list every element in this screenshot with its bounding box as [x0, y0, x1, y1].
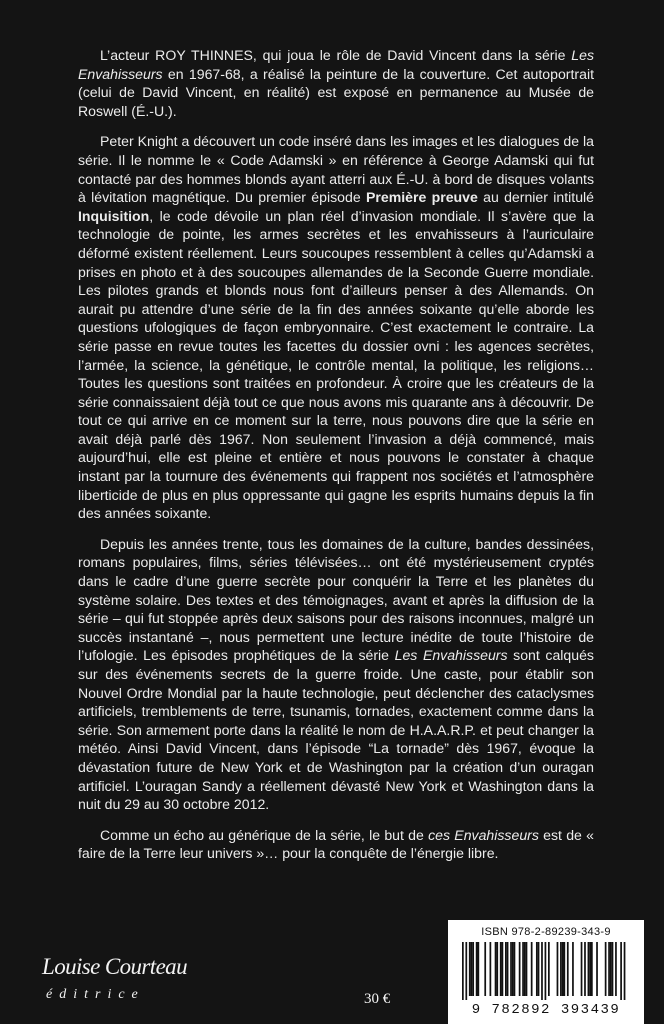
barcode-bar	[615, 942, 617, 996]
barcode-bar	[471, 942, 473, 996]
barcode-bar	[588, 942, 590, 996]
barcode-bar	[584, 942, 586, 996]
barcode-bar	[495, 942, 497, 996]
barcode-bar	[572, 942, 574, 996]
barcode-bar	[522, 942, 524, 996]
paragraph-2-segment: Première preuve	[365, 189, 478, 206]
barcode-bar	[545, 942, 547, 1000]
barcode-bar	[557, 942, 559, 996]
barcode-digits-left: 782892	[491, 1002, 551, 1018]
barcode-bar	[514, 942, 516, 996]
barcode-bar	[469, 942, 471, 996]
paragraph-4	[78, 826, 594, 863]
barcode-bar	[465, 942, 467, 1000]
paragraph-4-segment: est de « faire de la Terre leur univers »… pour la conquête de l’énergie libre.	[78, 826, 594, 862]
barcode-bar	[512, 942, 514, 996]
paragraph-1-segment: en 1967-68, a réalisé la peinture de la couverture. Cet autoportrait (celui de David Vincent, en réalité) est exposé en permanence au Musée de Roswell (É.-U.).	[78, 65, 594, 119]
barcode-bar	[496, 942, 498, 996]
isbn-label: ISBN 978-2-89239-343-9	[481, 926, 611, 938]
price-label: 30 €	[364, 991, 391, 1007]
barcode-bar	[610, 942, 612, 996]
barcode-bar	[531, 942, 533, 996]
publisher-subtitle: éditrice	[46, 987, 145, 1002]
barcode-bar	[589, 942, 591, 996]
publisher-name: Louise Courteau	[42, 954, 187, 979]
barcode-bar	[490, 942, 492, 996]
barcode-bar	[507, 942, 509, 996]
barcode-bar	[581, 942, 583, 996]
back-cover-text	[78, 46, 594, 863]
barcode-bar	[612, 942, 614, 996]
paragraph-3	[78, 535, 594, 814]
barcode-bar	[476, 942, 478, 996]
paragraph-3-segment: Les Envahisseurs	[394, 647, 508, 664]
barcode-bar	[563, 942, 565, 996]
barcode-bar	[608, 942, 610, 996]
paragraph-2-segment: au dernier intitulé	[477, 189, 595, 206]
barcode-digit-lead: 9	[471, 1002, 482, 1018]
paragraph-1-segment: L’acteur ROY THINNES, qui joua le rôle de David Vincent dans la série	[100, 47, 572, 63]
barcode-bars	[454, 942, 638, 1000]
barcode-bar	[562, 942, 564, 996]
paragraph-2-segment: , le code dévoile un plan réel d’invasion mondiale. Il s’avère que la technologie de pointe, les armes secrètes et les envahisseurs à l’auriculaire déformé existent réellement. Leurs soucoupes ressemblent à celles qu’Adamski a prises en photo et à des soucoupes allemandes de la Seconde Guerre mondiale. Les pilotes grands et blonds nous font d’ailleurs penser à des Allemands. On aurait pu attendre d’une série de la fin des années soixante qu’elle aborde les questions ufologiques de façon embryonnaire. C’est exactement le contraire. La série passe en revue toutes les facettes du dossier ovni : les agences secrètes, l’armée, la science, la génétique, le contrôle mental, la politique, les religions… Toutes les questions sont traitées en profondeur. À croire que les créateurs de la série connaissaient déjà tout ce que nous avons mis quarante ans à découvrir. De tout ce qui arrive en ce moment sur la terre, nous pouvons dire que la série en avait déjà parlé dès 1967. Non seulement l’invasion a déjà commencé, mais aujourd’hui, elle est pleine et entière et nous pouvons le constater à chaque instant par la tournure des événements qui frappent nos sociétés et l’atmosphère liberticide de plus en plus oppressante qui gagne les esprits humains depuis la fin des années soixante.	[78, 207, 594, 522]
barcode-bar	[519, 942, 521, 996]
barcode-bar	[567, 942, 569, 996]
paragraph-4-segment: Comme un écho au générique de la série, le but de	[100, 826, 429, 843]
paragraph-2	[78, 132, 594, 522]
barcode-bar	[524, 942, 526, 996]
barcode-bar	[505, 942, 507, 996]
paragraph-2-segment: Peter Knight a découvert un code inséré dans les images et les dialogues de la série. Il le nomme le « Code Adamski » en référence à George Adamski qui fut contacté par des hommes blonds ayant atterri aux É.-U. à bord de disques volants à lévitation magnétique. Du premier épisode	[78, 133, 594, 206]
barcode-bar	[502, 942, 504, 996]
barcode-bar	[500, 942, 502, 996]
paragraph-1	[78, 46, 594, 120]
barcode-bar	[538, 942, 540, 996]
publisher-logo	[38, 948, 228, 1012]
barcode-bar	[605, 942, 607, 996]
barcode-bar	[620, 942, 622, 1000]
barcode-bar	[624, 942, 626, 1000]
barcode-bar	[472, 942, 474, 996]
barcode-bar	[541, 942, 543, 1000]
publisher-logo-mark	[38, 948, 228, 1012]
barcode-bar	[526, 942, 528, 996]
barcode-digits	[452, 1002, 640, 1018]
barcode-bar	[462, 942, 464, 1000]
barcode-bar	[477, 942, 479, 996]
barcode-bar	[510, 942, 512, 996]
paragraph-4-segment: ces Envahisseurs	[428, 826, 539, 843]
barcode-bar	[560, 942, 562, 996]
barcode-bar	[536, 942, 538, 996]
paragraph-1-segment: Les Envahisseurs	[78, 47, 594, 82]
barcode-digits-right: 393439	[560, 1002, 621, 1018]
paragraph-2-segment: Inquisition	[78, 207, 150, 224]
paragraph-3-segment: sont calqués sur des événements secrets de la guerre froide. Une caste, pour établir son Nouvel Ordre Mondial par la haute technologie, peut déclencher des cataclysmes artificiels, tremblements de terre, tsunamis, tornades, exactement comme dans la série. Son armement porte dans la réalité le nom de H.A.A.R.P. et peut changer la météo. Ainsi David Vincent, dans l’épisode “La tornade” dès 1967, évoque la dévastation future de New York et de Washington par la création d’un ouragan artificiel. L’ouragan Sandy a réellement dévasté New York et Washington dans la nuit du 29 au 30 octobre 2012.	[78, 647, 594, 813]
barcode-bar	[548, 942, 550, 996]
barcode-bar	[591, 942, 593, 996]
barcode-bar	[596, 942, 598, 996]
isbn-barcode	[448, 920, 644, 1024]
barcode-bar	[484, 942, 486, 996]
paragraph-3-segment: Depuis les années trente, tous les domaines de la culture, bandes dessinées, romans populaires, films, séries télévisées… ont été mystérieusement cryptés dans le cadre d’une guerre secrète pour conquérir la Terre et les planètes du système solaire. Des textes et des témoignages, avant et après la diffusion de la série – qui fut stoppée après deux saisons pour des raisons inconnues, malgré un succès instantané –, nous permettent une lecture inédite de toute l’histoire de l’ufologie. Les épisodes prophétiques de la série	[78, 535, 594, 664]
